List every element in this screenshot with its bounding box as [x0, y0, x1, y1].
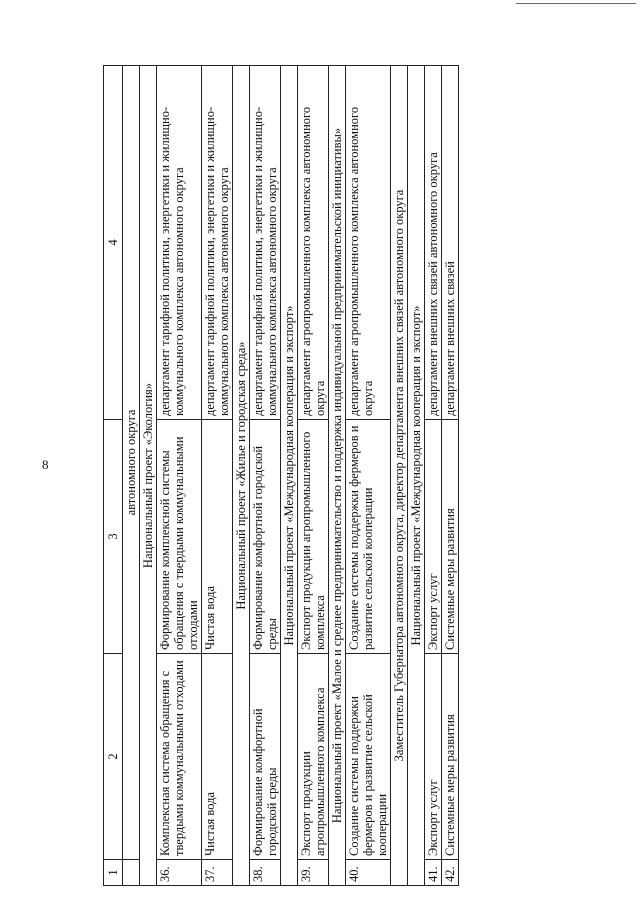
section-header-row	[233, 66, 250, 886]
section-header-row	[408, 66, 425, 886]
section-header-row	[329, 66, 346, 886]
project-name: Экспорт продукции агропромышленного комплекса	[298, 654, 329, 860]
table-row	[157, 66, 202, 886]
project-name: Чистая вода	[202, 654, 233, 860]
section-header-row	[140, 66, 157, 886]
page-number: 8	[42, 457, 49, 472]
header-col-2: 2	[104, 654, 123, 860]
section-title: Национальный проект «Международная кооперация и экспорт»	[408, 66, 425, 886]
table-row	[298, 66, 329, 886]
responsible-body: департамент агропромышленного комплекса автономного округа	[346, 66, 391, 420]
continuation-row	[123, 66, 140, 886]
row-number: 42.	[442, 860, 459, 886]
table-row	[425, 66, 442, 886]
project-name: Создание системы поддержки фермеров и развитие сельской кооперации	[346, 654, 391, 860]
table-row	[202, 66, 233, 886]
row-number: 37.	[202, 860, 233, 886]
row-number: 39.	[298, 860, 329, 886]
responsible-body: департамент внешних связей автономного округа	[425, 66, 442, 420]
measure-name: Формирование комплексной системы обращения с твердыми коммунальными отходами	[157, 420, 202, 654]
responsible-body: департамент тарифной политики, энергетики и жилищно-коммунального комплекса автономного округа	[202, 66, 233, 420]
responsibility-table	[103, 65, 459, 886]
measure-name: Экспорт продукции агропромышленного комплекса	[298, 420, 329, 654]
section-title: Национальный проект «Малое и среднее предпринимательство и поддержка индивидуальной предпринимательской инициативы»	[329, 66, 346, 886]
project-name: Комплексная система обращения с твердыми коммунальными отходами	[157, 654, 202, 860]
section-title: Национальный проект «Международная кооперация и экспорт»	[281, 66, 298, 886]
responsible-body: департамент тарифной политики, энергетики и жилищно-коммунального комплекса автономного округа	[157, 66, 202, 420]
section-title: Заместитель Губернатора автономного округа, директор департамента внешних связей автономного округа	[391, 66, 408, 886]
continuation-text: автономного округа	[123, 66, 140, 860]
project-name: Системные меры развития	[442, 654, 459, 860]
responsible-body: департамент тарифной политики, энергетики и жилищно-коммунального комплекса автономного округа	[250, 66, 281, 420]
row-number: 36.	[157, 860, 202, 886]
header-col-3: 3	[104, 420, 123, 654]
header-col-4: 4	[104, 66, 123, 420]
table-row	[442, 66, 459, 886]
responsible-body: департамент агропромышленного комплекса автономного округа	[298, 66, 329, 420]
project-name: Экспорт услуг	[425, 654, 442, 860]
row-number: 40.	[346, 860, 391, 886]
section-title: Национальный проект «Экология»	[140, 66, 157, 886]
measure-name: Формирование комфортной городской среды	[250, 420, 281, 654]
project-name: Формирование комфортной городской среды	[250, 654, 281, 860]
header-row	[104, 66, 123, 886]
row-number: 41.	[425, 860, 442, 886]
section-header-row	[281, 66, 298, 886]
table-row	[250, 66, 281, 886]
header-col-1: 1	[104, 860, 123, 886]
rotated-table-wrapper	[103, 66, 603, 886]
section-title: Национальный проект «Жилье и городская среда»	[233, 66, 250, 886]
table-row	[346, 66, 391, 886]
responsible-body: департамент внешних связей	[442, 66, 459, 420]
row-number: 38.	[250, 860, 281, 886]
measure-name: Создание системы поддержки фермеров и развитие сельской кооперации	[346, 420, 391, 654]
measure-name: Системные меры развития	[442, 420, 459, 654]
corner-rule	[516, 3, 636, 4]
measure-name: Чистая вода	[202, 420, 233, 654]
measure-name: Экспорт услуг	[425, 420, 442, 654]
section-header-row	[391, 66, 408, 886]
